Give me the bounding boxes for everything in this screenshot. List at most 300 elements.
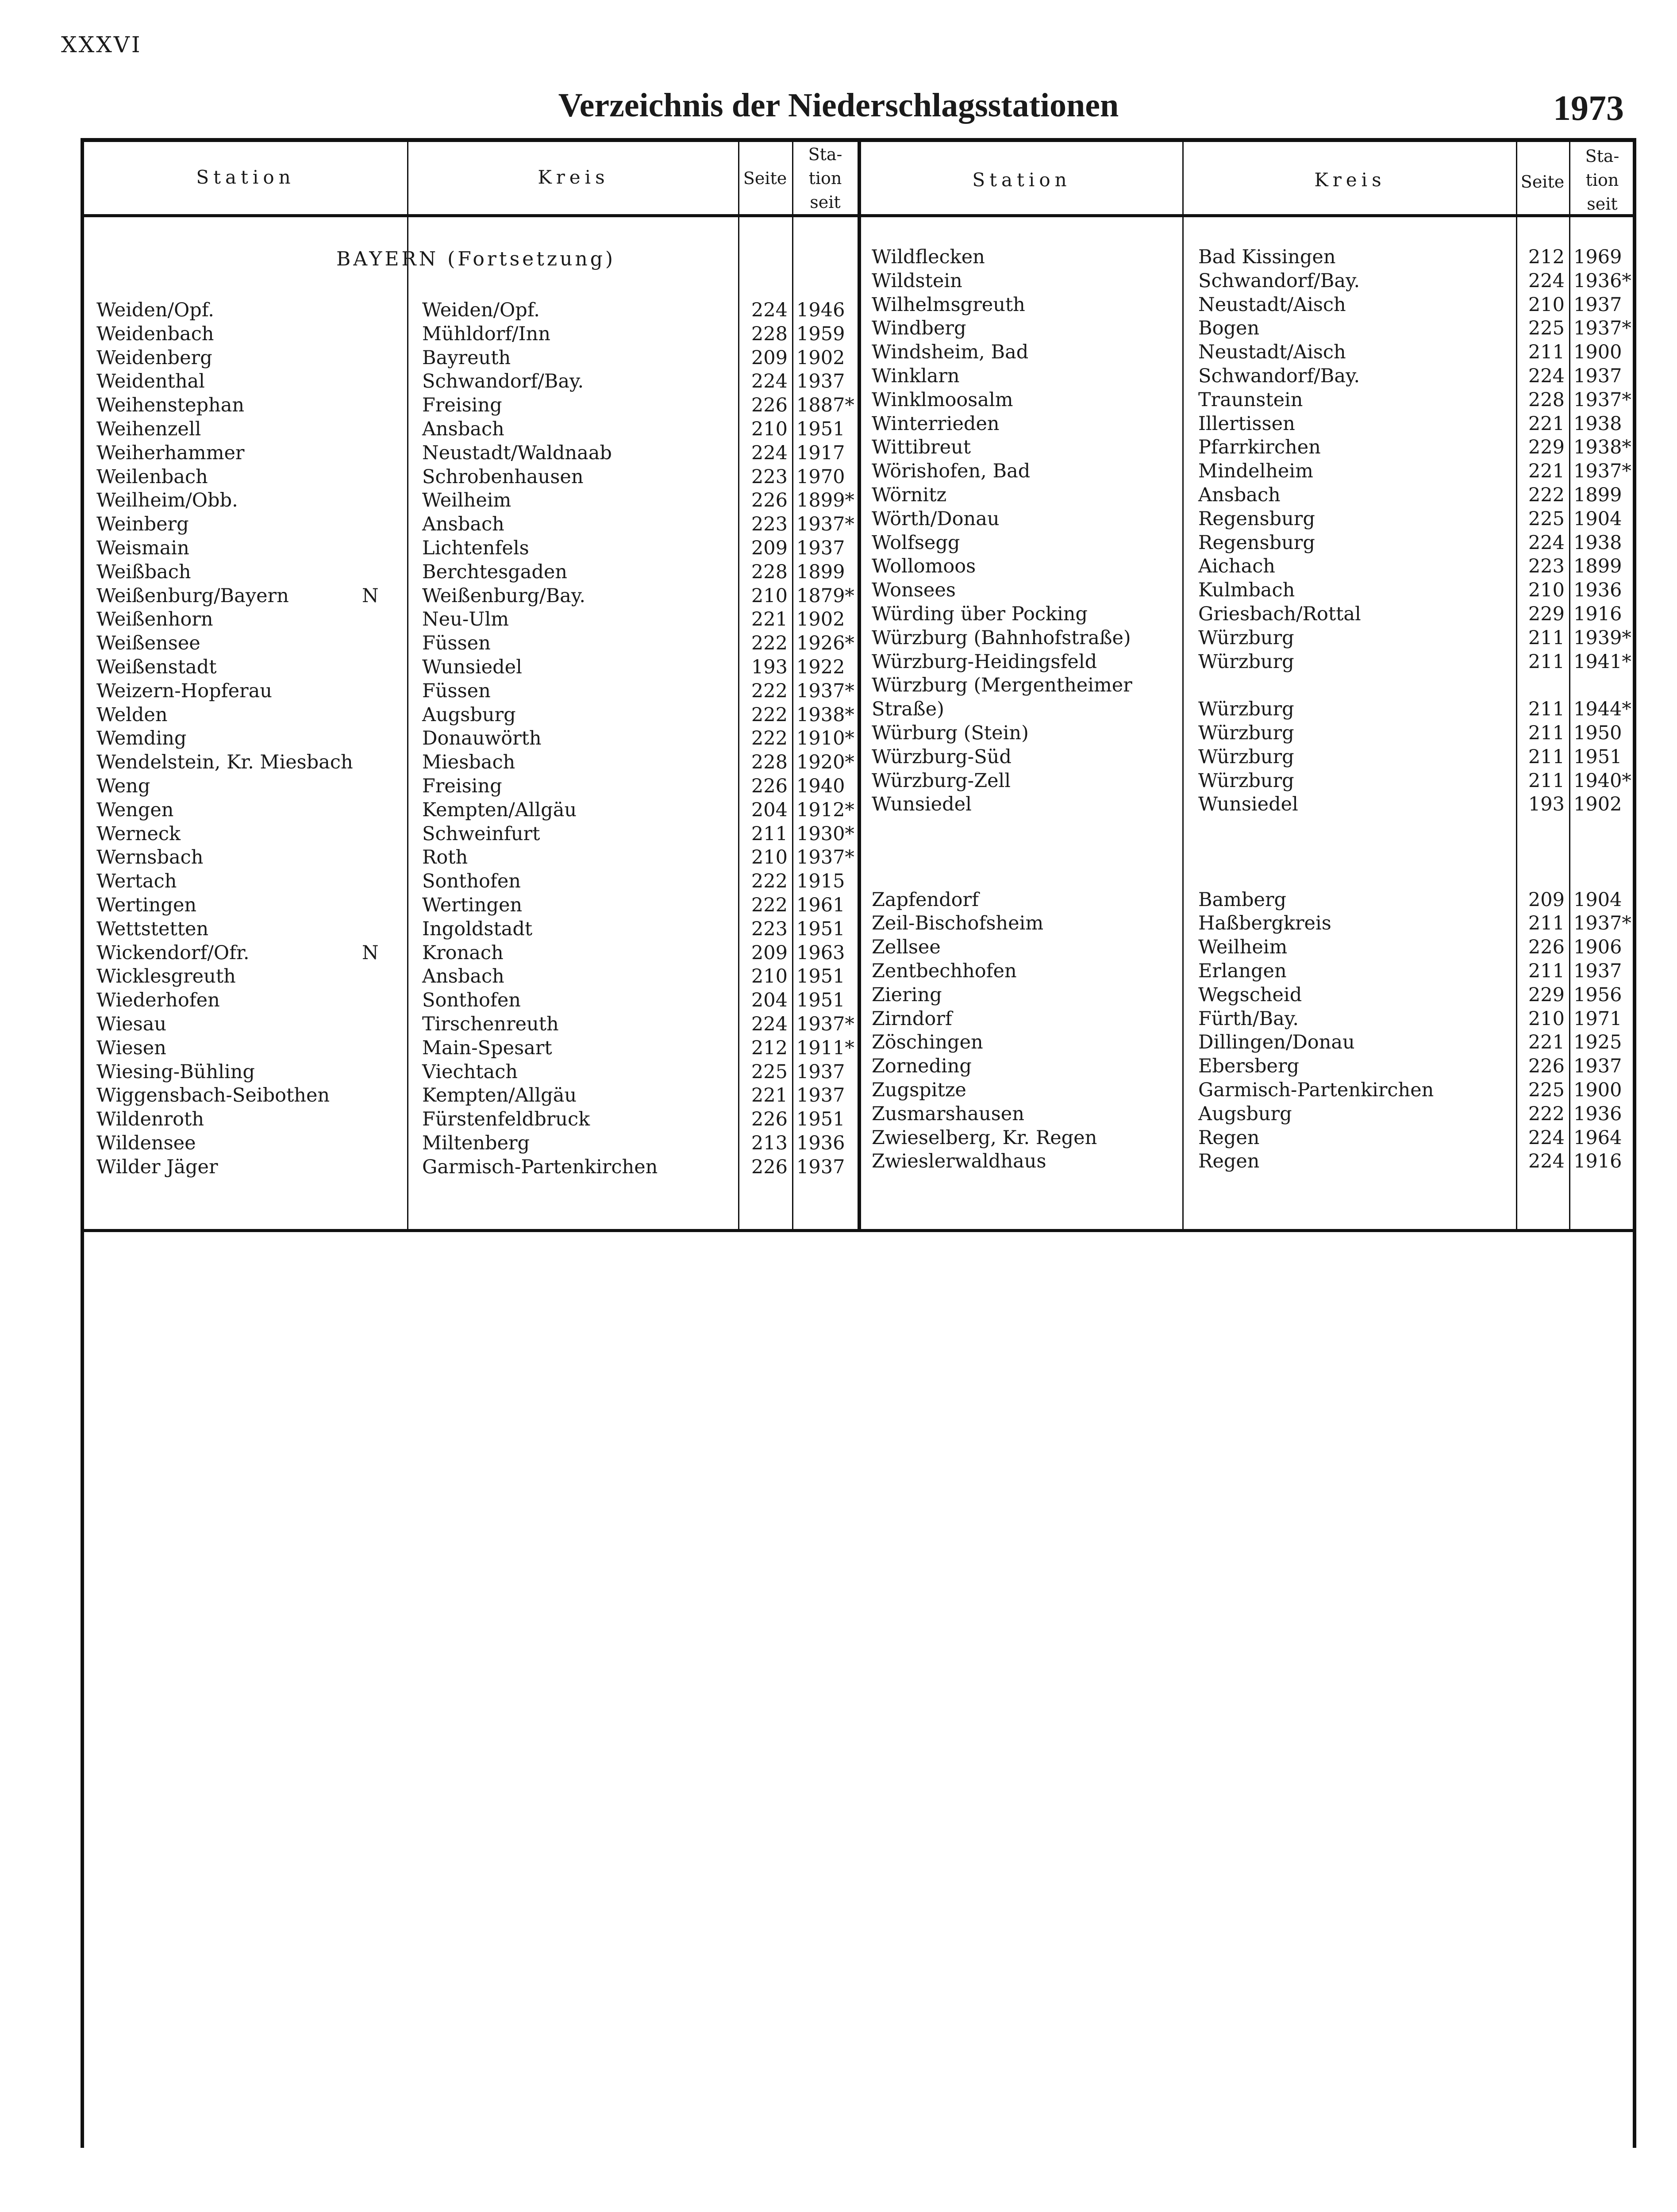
seite-cell: 210 — [751, 846, 788, 869]
kreis-cell: Schwandorf/Bay. — [1198, 269, 1360, 292]
seite-cell: 221 — [1528, 412, 1565, 435]
table-row — [0, 770, 1677, 794]
header-seite-left: Seite — [743, 169, 787, 188]
seit-cell: 1951 — [796, 989, 845, 1012]
seite-cell: 221 — [751, 1084, 788, 1107]
seit-cell: 1937 — [796, 1156, 845, 1178]
station-cell: Windberg — [872, 317, 966, 340]
seit-cell: 1951 — [796, 965, 845, 988]
seit-cell: 1906 — [1573, 936, 1622, 959]
seite-cell: 212 — [1528, 246, 1565, 268]
kreis-cell: Regensburg — [1198, 507, 1315, 530]
kreis-cell: Fürstenfeldbruck — [422, 1108, 590, 1131]
kreis-cell: Schweinfurt — [422, 822, 540, 845]
seite-cell: 226 — [751, 394, 788, 417]
seit-cell: 1936 — [1573, 579, 1622, 602]
kreis-cell: Aichach — [1198, 555, 1275, 578]
station-cell: Zorneding — [872, 1055, 972, 1078]
seit-cell: 1879* — [796, 584, 854, 607]
header-seite-right: Seite — [1520, 172, 1565, 192]
kreis-cell: Kempten/Allgäu — [422, 1084, 577, 1107]
kreis-cell: Schwandorf/Bay. — [422, 370, 584, 393]
kreis-cell: Weilheim — [1198, 936, 1288, 959]
station-cell: Zwieslerwaldhaus — [872, 1150, 1046, 1173]
seit-cell: 1951 — [796, 1108, 845, 1131]
station-cell: Zöschingen — [872, 1031, 983, 1054]
table-row — [0, 555, 1677, 579]
station-cell: Wicklesgreuth — [96, 965, 236, 988]
seite-cell: 222 — [751, 870, 788, 893]
station-cell: Zapfendorf — [872, 888, 979, 911]
seit-cell: 1936 — [1573, 1102, 1622, 1125]
seit-cell: 1937* — [796, 1013, 854, 1035]
station-cell: Welden — [96, 703, 168, 726]
seite-cell: 225 — [1528, 507, 1565, 530]
seite-cell: 222 — [1528, 484, 1565, 506]
seit-cell: 1899 — [1573, 555, 1622, 578]
station-cell: Wildstein — [872, 269, 962, 292]
seit-cell: 1938* — [796, 703, 854, 726]
seite-cell: 222 — [751, 894, 788, 916]
seite-cell: 211 — [1528, 745, 1565, 768]
seit-cell: 1917 — [796, 442, 845, 464]
seit-cell: 1904 — [1573, 888, 1622, 911]
header-kreis-right: Kreis — [1314, 169, 1386, 191]
seite-cell: 210 — [1528, 1007, 1565, 1030]
seite-cell: 204 — [751, 989, 788, 1012]
kreis-cell: Kronach — [422, 941, 504, 964]
seite-cell: 210 — [1528, 293, 1565, 316]
table-row — [0, 1079, 1677, 1103]
seit-cell: 1899 — [1573, 484, 1622, 506]
seite-cell: 222 — [751, 632, 788, 655]
seit-cell: 1956 — [1573, 983, 1622, 1006]
station-cell: Wiggensbach-Seibothen — [96, 1084, 330, 1107]
kreis-cell: Freising — [422, 775, 502, 797]
table-row — [0, 508, 1677, 532]
kreis-cell: Neustadt/Aisch — [1198, 293, 1346, 316]
seite-cell: 224 — [751, 299, 788, 321]
station-cell: Wörishofen, Bad — [872, 460, 1031, 483]
seite-cell: 226 — [1528, 936, 1565, 959]
kreis-cell: Griesbach/Rottal — [1198, 603, 1361, 625]
table-row — [0, 484, 1677, 508]
table-row — [0, 579, 1677, 603]
kreis-cell: Bamberg — [1198, 888, 1287, 911]
seite-cell: 223 — [751, 465, 788, 488]
seite-cell: 211 — [1528, 769, 1565, 792]
station-cell: Weidenberg — [96, 346, 212, 369]
station-cell: Zeil-Bischofsheim — [872, 912, 1044, 935]
seit-cell: 1969 — [1573, 246, 1622, 268]
table-row — [0, 389, 1677, 413]
kreis-cell: Schwandorf/Bay. — [1198, 365, 1360, 387]
seite-cell: 223 — [751, 918, 788, 940]
station-cell: Würzburg (Mergentheimer — [872, 674, 1132, 697]
header-seit-left: Sta- tion seit — [808, 145, 842, 212]
seite-cell: 209 — [1528, 888, 1565, 911]
station-cell: Werneck — [96, 822, 181, 845]
seit-cell: 1936* — [1573, 269, 1631, 292]
seit-cell: 1912* — [796, 799, 854, 821]
seit-cell: 1937 — [1573, 960, 1622, 982]
table-row — [0, 651, 1677, 675]
kreis-cell: Ansbach — [422, 513, 504, 536]
station-cell: Ziering — [872, 983, 942, 1006]
table-row — [0, 960, 1677, 984]
table-row — [0, 460, 1677, 484]
seite-cell: 224 — [1528, 269, 1565, 292]
kreis-cell: Fürth/Bay. — [1198, 1007, 1299, 1030]
station-cell: Wertingen — [96, 894, 197, 916]
seite-cell: 210 — [1528, 579, 1565, 602]
table-row — [0, 936, 1677, 960]
seite-cell: 228 — [751, 751, 788, 774]
seite-cell: 221 — [1528, 1031, 1565, 1054]
kreis-cell: Tirschenreuth — [422, 1013, 559, 1035]
kreis-cell: Lichtenfels — [422, 537, 529, 559]
kreis-cell: Roth — [422, 846, 468, 869]
station-cell: Würding über Pocking — [872, 603, 1088, 625]
seite-cell: 212 — [751, 1037, 788, 1059]
seite-cell: 226 — [751, 1156, 788, 1178]
seite-cell: 221 — [751, 608, 788, 631]
kreis-cell: Würzburg — [1198, 626, 1294, 649]
seite-cell: 221 — [1528, 460, 1565, 483]
seit-cell: 1899* — [796, 489, 854, 512]
seit-cell: 1971 — [1573, 1007, 1622, 1030]
station-cell: Weizern-Hopferau — [96, 680, 272, 702]
table-row — [0, 912, 1677, 936]
kreis-cell: Würzburg — [1198, 650, 1294, 673]
kreis-cell: Ansbach — [1198, 484, 1281, 506]
kreis-cell: Miltenberg — [422, 1132, 530, 1154]
station-cell: Windsheim, Bad — [872, 341, 1029, 364]
seit-cell: 1938 — [1573, 531, 1622, 554]
seit-cell: 1902 — [796, 608, 845, 631]
table-row — [0, 1127, 1677, 1151]
station-cell: Zirndorf — [872, 1007, 952, 1030]
seit-cell: 1937* — [1573, 460, 1631, 483]
seit-cell: 1946 — [796, 299, 845, 321]
kreis-cell: Regensburg — [1198, 531, 1315, 554]
seit-cell: 1910* — [796, 727, 854, 750]
seite-cell: 224 — [751, 1013, 788, 1035]
seit-cell: 1904 — [1573, 507, 1622, 530]
seite-cell: 228 — [751, 323, 788, 345]
table-row — [0, 294, 1677, 318]
table-row — [0, 317, 1677, 341]
seite-cell: 224 — [1528, 1150, 1565, 1173]
station-cell: Wollomoos — [872, 555, 976, 578]
seite-cell: 224 — [1528, 365, 1565, 387]
seite-cell: 226 — [751, 775, 788, 797]
seite-cell: 226 — [751, 1108, 788, 1131]
seit-cell: 1902 — [1573, 793, 1622, 816]
kreis-cell: Kulmbach — [1198, 579, 1295, 602]
seite-cell: 211 — [1528, 341, 1565, 364]
seit-cell: 1939* — [1573, 626, 1631, 649]
kreis-cell: Füssen — [422, 680, 491, 702]
seit-cell: 1937 — [796, 370, 845, 393]
seit-cell: 1926* — [796, 632, 854, 655]
station-cell: Wunsiedel — [872, 793, 972, 816]
seite-cell: 211 — [1528, 698, 1565, 721]
seit-cell: 1911* — [796, 1037, 854, 1059]
seit-cell: 1916 — [1573, 603, 1622, 625]
kreis-cell: Füssen — [422, 632, 491, 655]
seite-cell: 224 — [751, 370, 788, 393]
seit-cell: 1937* — [796, 513, 854, 536]
seite-cell: 225 — [1528, 1079, 1565, 1101]
station-cell: Würzburg-Heidingsfeld — [872, 650, 1097, 673]
station-cell: Wettstetten — [96, 918, 209, 940]
station-cell: Wilder Jäger — [96, 1156, 218, 1178]
seit-cell: 1920* — [796, 751, 854, 774]
seit-cell: 1899 — [796, 561, 845, 583]
table-row — [0, 627, 1677, 651]
kreis-cell: Bad Kissingen — [1198, 246, 1336, 268]
kreis-cell: Würzburg — [1198, 722, 1294, 744]
table-row — [0, 674, 1677, 698]
kreis-cell: Ansbach — [422, 965, 504, 988]
seit-cell: 1925 — [1573, 1031, 1622, 1054]
station-cell: Weilenbach — [96, 465, 208, 488]
table-row — [0, 889, 1677, 913]
header-station-left: Station — [196, 166, 295, 188]
station-cell: Würzburg-Süd — [872, 745, 1012, 768]
station-cell: Zellsee — [872, 936, 941, 959]
station-cell: Zusmarshausen — [872, 1102, 1024, 1125]
station-cell: Straße) — [872, 698, 944, 721]
station-cell: Wiederhofen — [96, 989, 220, 1012]
kreis-cell: Ebersberg — [1198, 1055, 1300, 1078]
kreis-cell: Würzburg — [1198, 745, 1294, 768]
kreis-cell: Freising — [422, 394, 502, 417]
seit-cell: 1950 — [1573, 722, 1622, 744]
kreis-cell: Ansbach — [422, 418, 504, 440]
station-cell: Weinberg — [96, 513, 189, 536]
kreis-cell: Erlangen — [1198, 960, 1287, 982]
seit-cell: 1887* — [796, 394, 854, 417]
table-row — [0, 532, 1677, 556]
section-title: BAYERN (Fortsetzung) — [336, 248, 616, 270]
kreis-cell: Sonthofen — [422, 989, 521, 1012]
seit-cell: 1937 — [1573, 293, 1622, 316]
seite-cell: 224 — [1528, 1126, 1565, 1149]
kreis-cell: Garmisch-Partenkirchen — [1198, 1079, 1434, 1101]
seite-cell: 193 — [751, 656, 788, 678]
seit-cell: 1959 — [796, 323, 845, 345]
table-row — [0, 436, 1677, 460]
seite-cell: 222 — [751, 703, 788, 726]
seit-cell: 1937 — [796, 1060, 845, 1083]
kreis-cell: Kempten/Allgäu — [422, 799, 577, 821]
seit-cell: 1915 — [796, 870, 845, 893]
table-row — [0, 413, 1677, 437]
header-seit-right: Sta- tion seit — [1585, 146, 1619, 214]
seite-cell: 222 — [751, 680, 788, 702]
kreis-cell: Regen — [1198, 1150, 1260, 1173]
seite-cell: 210 — [751, 584, 788, 607]
station-cell: Winklarn — [872, 365, 960, 387]
seite-cell: 213 — [751, 1132, 788, 1154]
seit-cell: 1961 — [796, 894, 845, 916]
table-row — [0, 722, 1677, 746]
table-row — [0, 246, 1677, 270]
kreis-cell: Neustadt/Waldnaab — [422, 442, 612, 464]
kreis-cell: Haßbergkreis — [1198, 912, 1331, 935]
seite-cell: 209 — [751, 537, 788, 559]
header-station-right: Station — [972, 169, 1071, 191]
station-cell: Weiherhammer — [96, 442, 245, 464]
station-cell: Wörth/Donau — [872, 507, 1000, 530]
seit-cell: 1938* — [1573, 436, 1631, 459]
seit-cell: 1951 — [796, 418, 845, 440]
kreis-cell: Pfarrkirchen — [1198, 436, 1321, 459]
station-cell: Weidenthal — [96, 370, 205, 393]
station-cell: Weißensee — [96, 632, 200, 655]
station-cell: Würzburg (Bahnhofstraße) — [872, 626, 1131, 649]
seite-cell: 222 — [1528, 1102, 1565, 1125]
seit-cell: 1970 — [796, 465, 845, 488]
station-cell: Wendelstein, Kr. Miesbach — [96, 751, 353, 774]
seite-cell: 211 — [1528, 722, 1565, 744]
kreis-cell: Donauwörth — [422, 727, 542, 750]
seit-cell: 1937* — [796, 846, 854, 869]
seite-cell: 223 — [751, 513, 788, 536]
station-cell: Weißenstadt — [96, 656, 217, 678]
seite-cell: 204 — [751, 799, 788, 821]
station-cell: Weiden/Opf. — [96, 299, 214, 321]
page-title: Verzeichnis der Niederschlagsstationen — [558, 87, 1119, 124]
kreis-cell: Regen — [1198, 1126, 1260, 1149]
table-row — [0, 817, 1677, 841]
seite-cell: 210 — [751, 965, 788, 988]
seit-cell: 1944* — [1573, 698, 1631, 721]
station-cell: Wernsbach — [96, 846, 204, 869]
seit-cell: 1937* — [796, 680, 854, 702]
table-row — [0, 1150, 1677, 1174]
station-cell: Wilhelmsgreuth — [872, 293, 1025, 316]
station-cell: Wiesau — [96, 1013, 167, 1035]
kreis-cell: Main-Spesart — [422, 1037, 552, 1059]
seite-cell: 193 — [1528, 793, 1565, 816]
seit-cell: 1937 — [796, 1084, 845, 1107]
table-row — [0, 793, 1677, 817]
table-row — [0, 365, 1677, 389]
page-number: XXXVI — [61, 32, 142, 58]
seite-cell: 228 — [1528, 388, 1565, 411]
station-cell: Weißenburg/Bayern — [96, 584, 289, 607]
seite-cell: 209 — [751, 941, 788, 964]
table-row — [0, 841, 1677, 865]
seit-cell: 1938 — [1573, 412, 1622, 435]
note-cell: N — [362, 584, 379, 607]
seit-cell: 1964 — [1573, 1126, 1622, 1149]
station-cell: Zentbechhofen — [872, 960, 1017, 982]
seit-cell: 1951 — [1573, 745, 1622, 768]
station-cell: Wemding — [96, 727, 187, 750]
seite-cell: 224 — [1528, 531, 1565, 554]
seit-cell: 1963 — [796, 941, 845, 964]
table-row — [0, 1031, 1677, 1055]
table-row — [0, 698, 1677, 722]
seit-cell: 1937* — [1573, 317, 1631, 340]
seite-cell: 225 — [751, 1060, 788, 1083]
seite-cell: 224 — [751, 442, 788, 464]
station-cell: Weihenzell — [96, 418, 201, 440]
station-cell: Wolfsegg — [872, 531, 960, 554]
seit-cell: 1930* — [796, 822, 854, 845]
kreis-cell: Illertissen — [1198, 412, 1295, 435]
station-cell: Wildflecken — [872, 246, 985, 268]
kreis-cell: Mindelheim — [1198, 460, 1313, 483]
station-cell: Würzburg-Zell — [872, 769, 1011, 792]
kreis-cell: Miesbach — [422, 751, 515, 774]
seite-cell: 226 — [751, 489, 788, 512]
kreis-cell: Würzburg — [1198, 769, 1294, 792]
seit-cell: 1936 — [796, 1132, 845, 1154]
kreis-cell: Ingoldstadt — [422, 918, 533, 940]
seite-cell: 209 — [751, 346, 788, 369]
seite-cell: 229 — [1528, 983, 1565, 1006]
seit-cell: 1900 — [1573, 341, 1622, 364]
table-row — [0, 1008, 1677, 1032]
kreis-cell: Bogen — [1198, 317, 1260, 340]
station-cell: Weihenstephan — [96, 394, 245, 417]
table-row — [0, 270, 1677, 294]
seite-cell: 211 — [1528, 626, 1565, 649]
station-cell: Weismain — [96, 537, 189, 559]
kreis-cell: Berchtesgaden — [422, 561, 568, 583]
table-row — [0, 341, 1677, 365]
seit-cell: 1937* — [1573, 912, 1631, 935]
kreis-cell: Wunsiedel — [1198, 793, 1298, 816]
station-cell: Weilheim/Obb. — [96, 489, 238, 512]
station-cell: Wengen — [96, 799, 174, 821]
seite-cell: 229 — [1528, 603, 1565, 625]
kreis-cell: Garmisch-Partenkirchen — [422, 1156, 658, 1178]
kreis-cell: Mühldorf/Inn — [422, 323, 550, 345]
table-row — [0, 603, 1677, 627]
table-row — [0, 1103, 1677, 1127]
station-cell: Wiesing-Bühling — [96, 1060, 255, 1083]
seit-cell: 1922 — [796, 656, 845, 678]
kreis-cell: Viechtach — [422, 1060, 518, 1083]
station-cell: Wildensee — [96, 1132, 196, 1154]
station-cell: Wildenroth — [96, 1108, 204, 1131]
seit-cell: 1951 — [796, 918, 845, 940]
kreis-cell: Dillingen/Donau — [1198, 1031, 1355, 1054]
seite-cell: 211 — [1528, 960, 1565, 982]
seite-cell: 222 — [751, 727, 788, 750]
seit-cell: 1902 — [796, 346, 845, 369]
seite-cell: 229 — [1528, 436, 1565, 459]
kreis-cell: Weißenburg/Bay. — [422, 584, 586, 607]
station-cell: Wittibreut — [872, 436, 971, 459]
header-kreis-left: Kreis — [538, 166, 609, 188]
seit-cell: 1937* — [1573, 388, 1631, 411]
seit-cell: 1916 — [1573, 1150, 1622, 1173]
station-cell: Weng — [96, 775, 150, 797]
seit-cell: 1937 — [1573, 1055, 1622, 1078]
kreis-cell: Wegscheid — [1198, 983, 1302, 1006]
station-cell: Wörnitz — [872, 484, 947, 506]
station-cell: Weißbach — [96, 561, 191, 583]
station-cell: Wickendorf/Ofr. — [96, 941, 250, 964]
seit-cell: 1940 — [796, 775, 845, 797]
